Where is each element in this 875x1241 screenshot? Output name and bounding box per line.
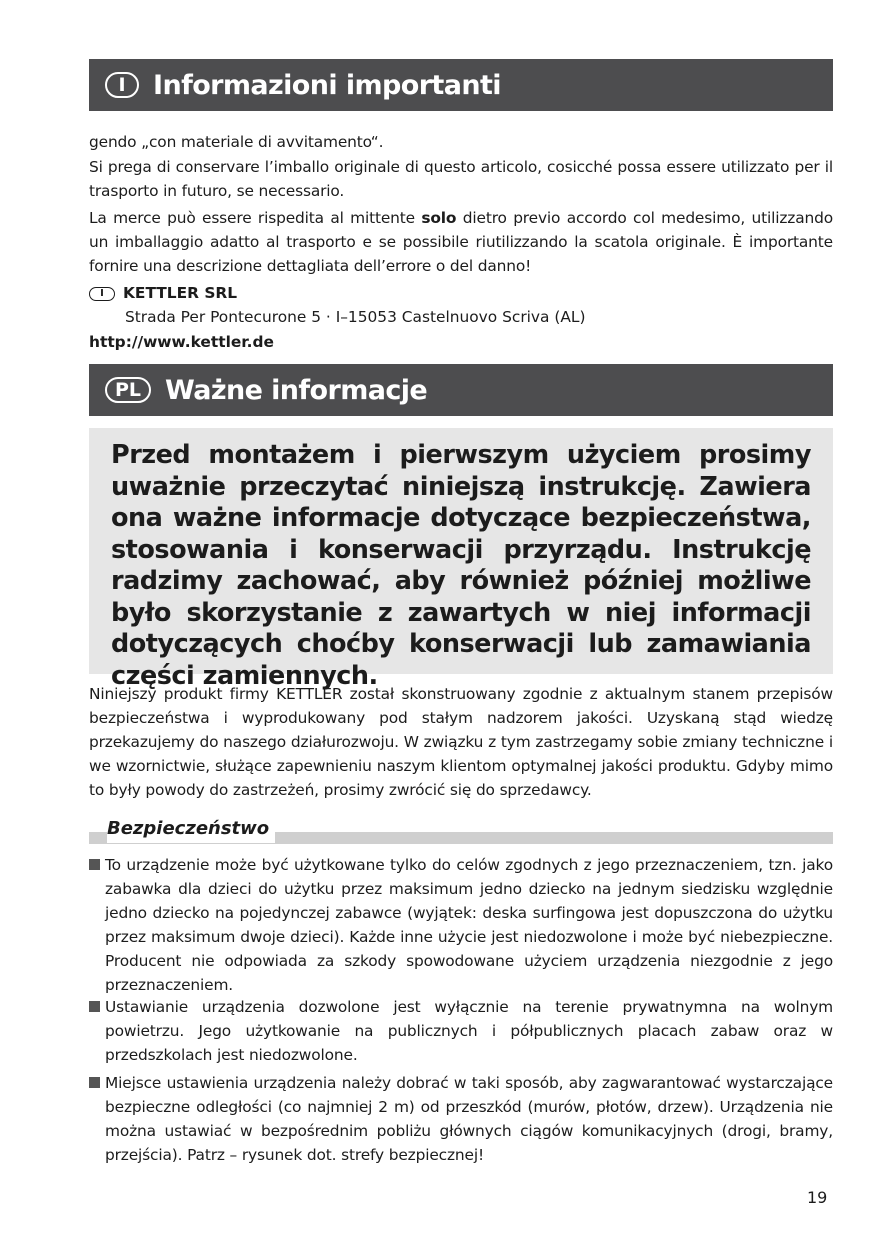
bullet-square-icon (89, 1001, 100, 1012)
list-item-text: To urządzenie może być użytkowane tylko do celów zgodnych z jego przeznaczeniem, tzn. jako zabawka dla dzieci do użytku przez maksimum jedno dziecko na jednym siedzisku względnie jedno dziecko na pojedynczej zabawce (wyjątek: deska surfingowa jest dopuszczona do użytku przez maksimum dwoje dzieci). Każde inne użycie jest niedozwolone i może być niebezpieczne. Producent nie odpowiada za szkody spowodowane użyciem urządzenia niezgodnie z jego przeznaczeniem. (105, 856, 833, 994)
contact-address: Strada Per Pontecurone 5 · I–15053 Castelnuovo Scriva (AL) (125, 308, 586, 326)
website-url: http://www.kettler.de (89, 333, 274, 351)
important-notice-text: Przed montażem i pierwszym użyciem prosimy uważnie przeczytać niniejszą instrukcję. Zawiera ona ważne informacje dotyczące bezpieczeństwa, stosowania i konserwacji przyrządu. Instrukcję radzimy zachować, aby również później możliwe było skorzystanie z zawartych w niej informacji dotyczących choćby konserwacji lub zamawiania części zamiennych. (111, 440, 811, 691)
section-title: Ważne informacje (165, 374, 428, 406)
paragraph: La merce può essere rispedita al mittente solo dietro previo accordo col medesimo, utilizzando un imballaggio adatto al trasporto e se possibile riutilizzando la scatola originale. È importante fornire una descrizione dettagliata dell’errore o del danno! (89, 209, 833, 275)
intro-paragraph: Niniejszy produkt firmy KETTLER został skonstruowany zgodnie z aktualnym stanem przepisów bezpieczeństwa i wyprodukowany pod stałym nadzorem jakości. Uzyskaną stąd wiedzę przekazujemy do naszego działurozwoju. W związku z tym zastrzegamy sobie zmiany techniczne i we wzornictwie, służące zapewnieniu naszym klientom optymalnej jakości produktu. Gdyby mimo to były powody do zastrzeżeń, prosimy zwrócić się do sprzedawcy. (89, 685, 833, 799)
page-number: 19 (807, 1188, 828, 1207)
safety-heading-label: Bezpieczeństwo (107, 815, 275, 843)
emphasis: solo (421, 209, 457, 227)
section-banner-pl (89, 364, 833, 416)
important-notice-box (89, 428, 833, 691)
contact-company: I KETTLER SRL (89, 281, 237, 305)
country-code-badge: I (89, 287, 115, 301)
safety-heading (89, 815, 833, 847)
language-code-badge: PL (105, 377, 151, 403)
bullet-square-icon (89, 1077, 100, 1088)
list-item-text: Ustawianie urządzenia dozwolone jest wyłącznie na terenie prywatnymna na wolnym powietrzu. Jego użytkowanie na publicznych i półpublicznych placach zabaw oraz w przedszkolach jest niedozwolone. (105, 998, 833, 1064)
language-code-badge: I (105, 72, 139, 98)
list-item-text: Miejsce ustawienia urządzenia należy dobrać w taki sposób, aby zagwarantować wystarczające bezpieczne odległości (co najmniej 2 m) od przeszkód (murów, płotów, drzew). Urządzenia nie można ustawiać w bezpośrednim pobliżu głównych ciągów komunikacyjnych (drogi, bramy, przejścia). Patrz – rysunek dot. strefy bezpiecznej! (105, 1074, 833, 1164)
list-item (89, 853, 833, 997)
list-item (89, 1071, 833, 1167)
list-item (89, 995, 833, 1067)
section-title: Informazioni importanti (153, 69, 501, 101)
section-banner-it (89, 59, 833, 111)
bullet-square-icon (89, 859, 100, 870)
paragraph: gendo „con materiale di avvitamento“. (89, 133, 384, 151)
paragraph: Si prega di conservare l’imballo originale di questo articolo, cosicché possa essere utilizzato per il trasporto in futuro, se necessario. (89, 158, 833, 200)
